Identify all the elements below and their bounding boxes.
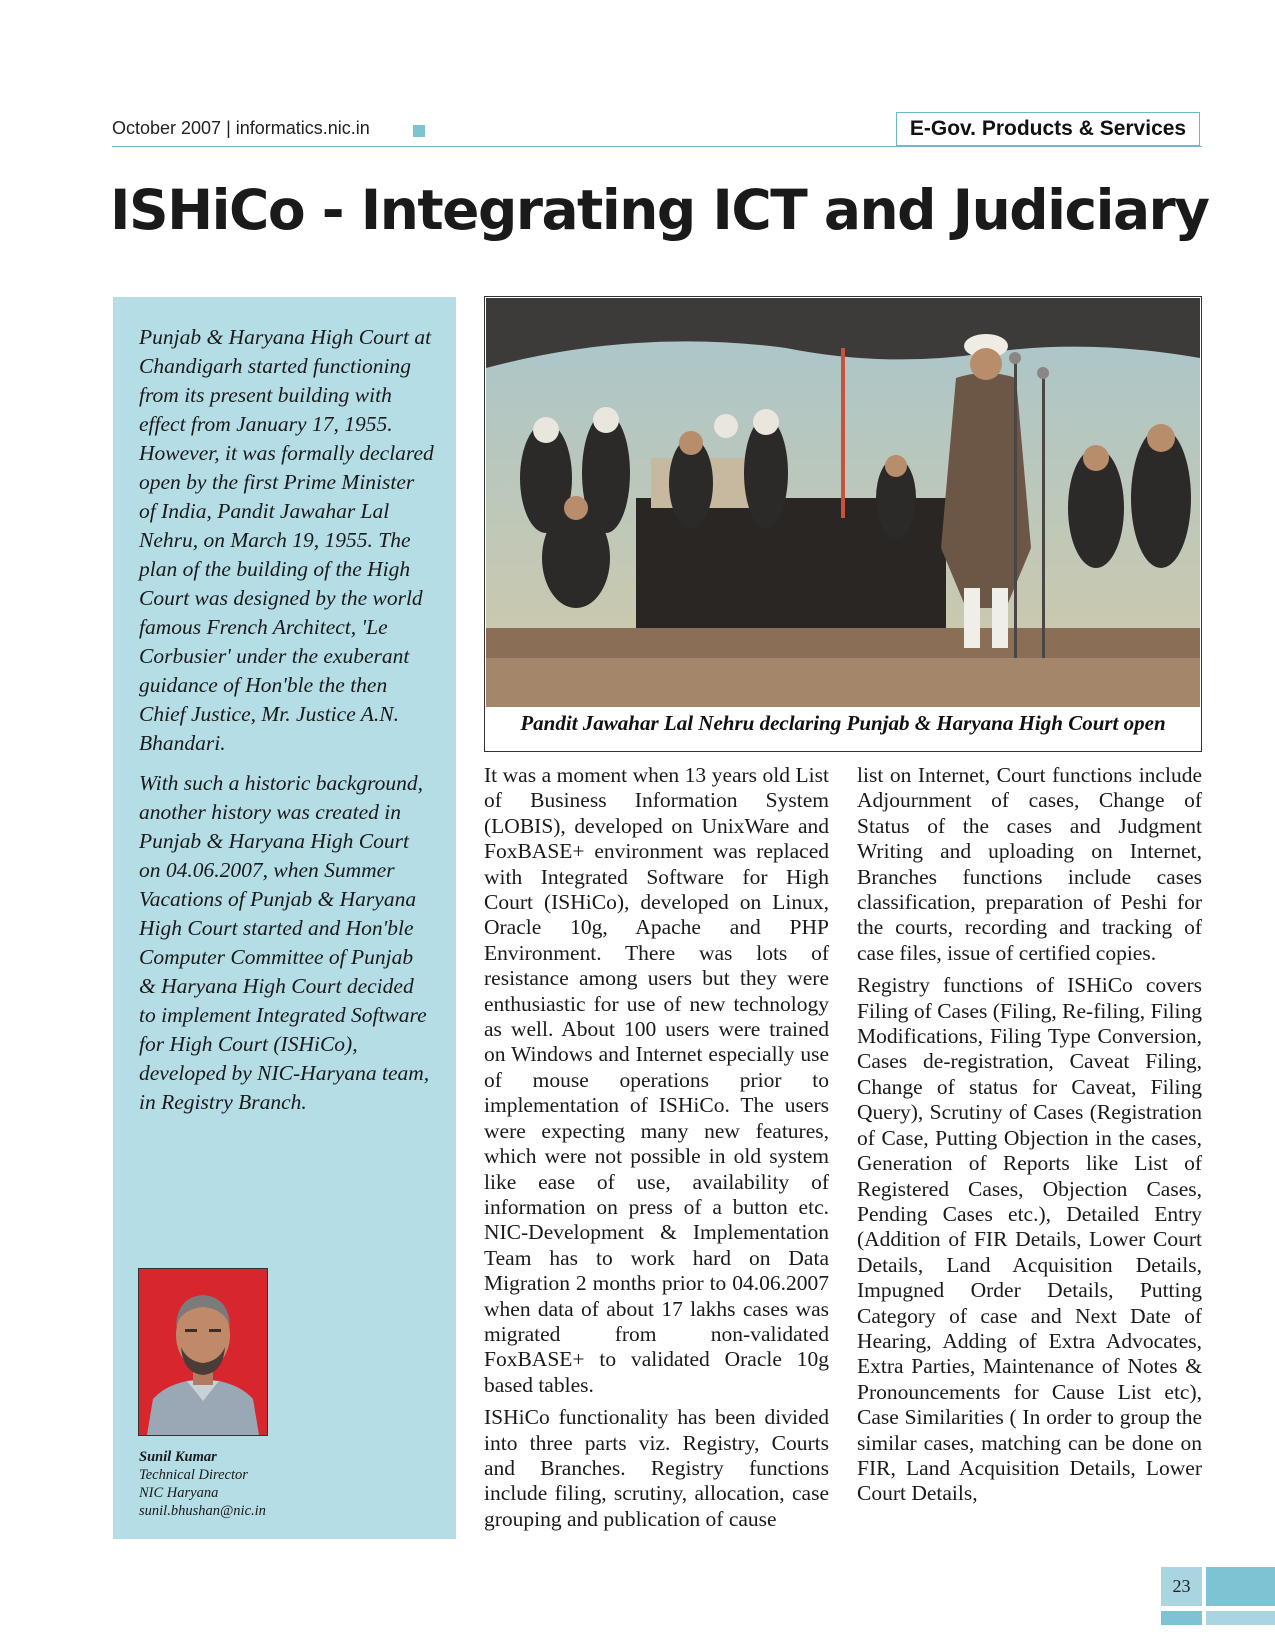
section-label: E-Gov. Products & Services bbox=[896, 112, 1200, 146]
header-marker bbox=[413, 125, 425, 137]
author-email: sunil.bhushan@nic.in bbox=[139, 1503, 266, 1519]
page-tab-decoration bbox=[1206, 1611, 1275, 1625]
author-portrait-image bbox=[139, 1269, 267, 1435]
sidebar-paragraph: With such a historic background, another history was created in Punjab & Haryana High Court on 04.06.2007, when Summer Vacations of Punjab & Haryana High Court started and Hon'ble Computer Committee of Punjab & Haryana High Court decided to implement Integrated Software for High Court (ISHiCo), developed by NIC-Haryana team, in Registry Branch. bbox=[139, 771, 430, 1114]
author-org: NIC Haryana bbox=[139, 1485, 219, 1501]
figure-caption: Pandit Jawahar Lal Nehru declaring Punjab & Haryana High Court open bbox=[520, 711, 1166, 735]
sidebar-paragraph: Punjab & Haryana High Court at Chandigarh started functioning from its present building with effect from January 17, 1955. However, it was formally declared open by the first Prime Minister of India, Pandit Jawahar Lal Nehru, on March 19, 1955. The plan of the building of the High Court was designed by the world famous French Architect, 'Le Corbusier' under the exuberant guidance of Hon'ble the then Chief Justice, Mr. Justice A.N. Bhandari. bbox=[139, 325, 434, 755]
body-column-2 bbox=[857, 763, 1202, 1514]
body-paragraph: list on Internet, Court functions include Adjournment of cases, Change of Status of the cases and Judgment Writing and uploading on Internet, Branches functions include cases classification, preparation of Peshi for the courts, recording and tracking of case files, issue of certified copies. bbox=[857, 763, 1202, 965]
body-paragraph: Registry functions of ISHiCo covers Filing of Cases (Filing, Re-filing, Filing Modifications, Filing Type Conversion, Cases de-registration, Caveat Filing, Change of status for Caveat, Filing Query), Scrutiny of Cases (Registration of Case, Putting Objection in the cases, Generation of Reports like List of Registered Cases, Objection Cases, Pending Cases etc.), Detailed Entry (Addition of FIR Details, Lower Court Details, Land Acquisition Details, Impugned Order Details, Putting Category of case and Next Date of Hearing, Adding of Extra Advocates, Extra Parties, Maintenance of Notes & Pronouncements for Cause List etc), Case Similarities ( In order to group the similar cases, matching can be done on FIR, Land Acquisition Details, Lower Court Details, bbox=[857, 973, 1202, 1506]
author-photo bbox=[138, 1268, 268, 1436]
article-title: ISHiCo - Integrating ICT and Judiciary bbox=[110, 178, 1209, 242]
body-column-1 bbox=[484, 763, 829, 1539]
author-credit bbox=[139, 1448, 266, 1520]
page-number: 23 bbox=[1161, 1567, 1202, 1606]
page-tab-decoration bbox=[1161, 1611, 1202, 1625]
article-figure bbox=[484, 296, 1202, 752]
issue-info: October 2007 | informatics.nic.in bbox=[112, 118, 370, 138]
page-tab-decoration bbox=[1206, 1567, 1275, 1606]
inauguration-photo-image bbox=[486, 298, 1200, 707]
sidebar-box bbox=[113, 297, 456, 1539]
body-paragraph: It was a moment when 13 years old List of Business Information System (LOBIS), developed on UnixWare and FoxBASE+ environment was replaced with Integrated Software for High Court (ISHiCo), developed on Linux, Oracle 10g, Apache and PHP Environment. There was lots of resistance among users but they were enthusiastic for use of new technology as well. About 100 users were trained on Windows and Internet especially use of mouse operations prior to implementation of ISHiCo. The users were expecting many new features, which were not possible in old system like ease of use, availability of information on press of a button etc. NIC-Development & Implementation Team has to work hard on Data Migration 2 months prior to 04.06.2007 when data of about 17 lakhs cases was migrated from non-validated FoxBASE+ to validated Oracle 10g based tables. bbox=[484, 763, 829, 1397]
body-paragraph: ISHiCo functionality has been divided into three parts viz. Registry, Courts and Branches. Registry functions include filing, scrutiny, allocation, case grouping and publication of cause bbox=[484, 1405, 829, 1531]
author-role: Technical Director bbox=[139, 1467, 248, 1483]
historic-photo bbox=[486, 298, 1200, 707]
author-name: Sunil Kumar bbox=[139, 1449, 217, 1465]
header-rule bbox=[112, 146, 1202, 147]
